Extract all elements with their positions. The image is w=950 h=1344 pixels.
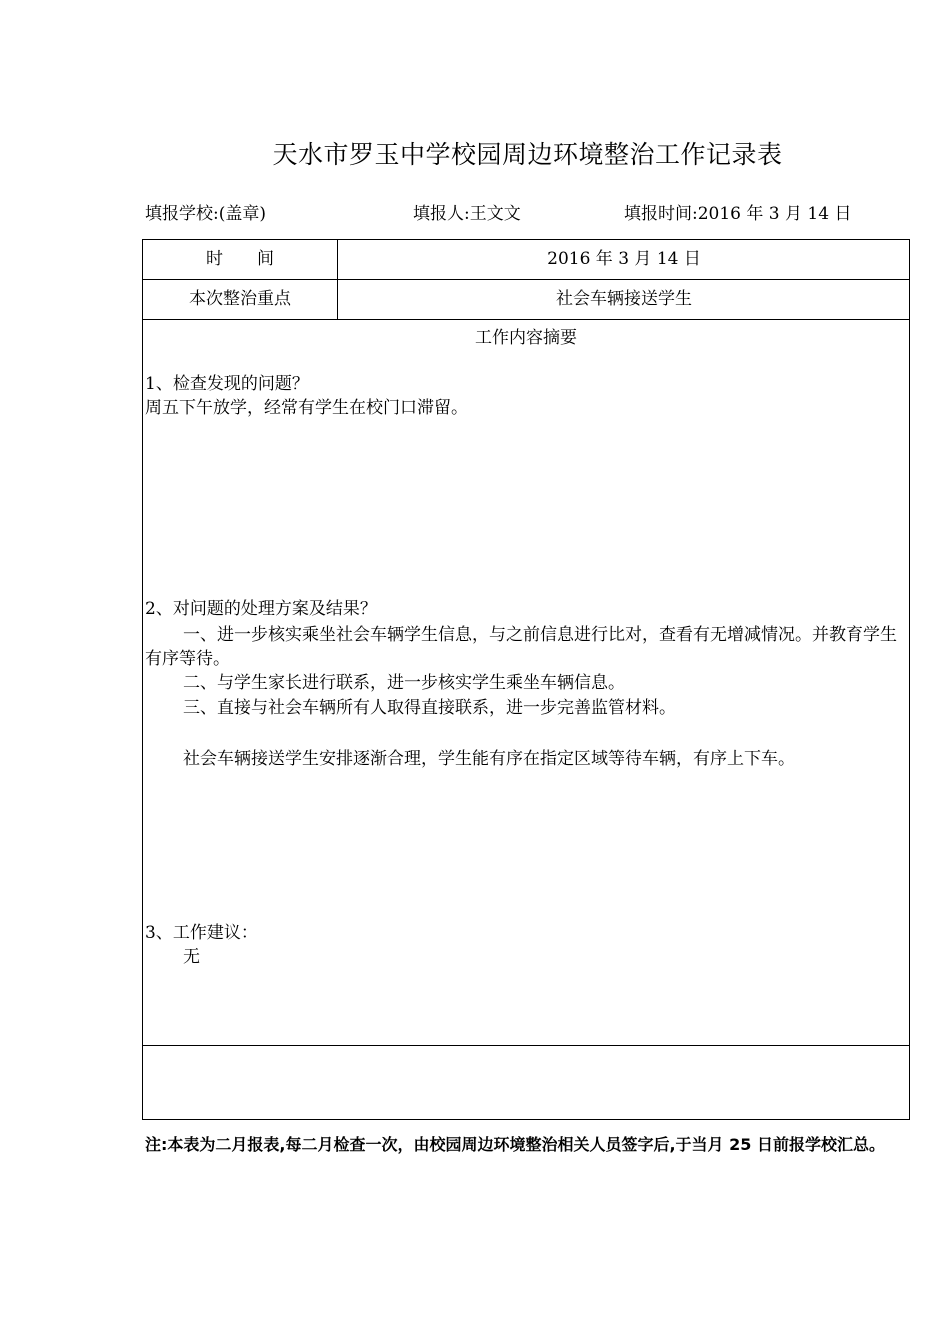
record-table [142,239,910,1120]
section3-text: 无 [183,947,200,967]
section2-item2: 二、与学生家长进行联系，进一步核实学生乘坐车辆信息。 [183,673,625,693]
report-time-field: 填报时间:2016 年 3 月 14 日 [624,204,852,224]
row-divider [143,319,909,320]
section3-heading: 3、工作建议： [145,923,258,943]
time-value: 2016 年 3 月 14 日 [547,249,701,269]
summary-title: 工作内容摘要 [475,328,577,348]
footnote: 注:本表为二月报表,每二月检查一次，由校园周边环境整治相关人员签字后,于当月 25 日前报学校汇总。 [145,1135,885,1154]
filler-field: 填报人:王文文 [413,204,521,224]
school-field: 填报学校:(盖章) [145,204,266,224]
focus-label: 本次整治重点 [189,289,291,309]
page-title: 天水市罗玉中学校园周边环境整治工作记录表 [272,140,783,169]
section2-item1: 一、进一步核实乘坐社会车辆学生信息，与之前信息进行比对，查看有无增减情况。并教育学生有序等待。 [145,625,897,669]
section1-text: 周五下午放学，经常有学生在校门口滞留。 [145,398,468,418]
time-label: 时 间 [206,249,274,269]
section2-heading: 2、对问题的处理方案及结果？ [145,599,377,619]
section2-item3: 三、直接与社会车辆所有人取得直接联系，进一步完善监管材料。 [183,698,676,718]
section1-heading: 1、检查发现的问题？ [145,374,309,394]
section2-result: 社会车辆接送学生安排逐渐合理，学生能有序在指定区域等待车辆，有序上下车。 [183,749,795,769]
focus-value: 社会车辆接送学生 [556,289,692,309]
row-divider [143,1045,909,1046]
